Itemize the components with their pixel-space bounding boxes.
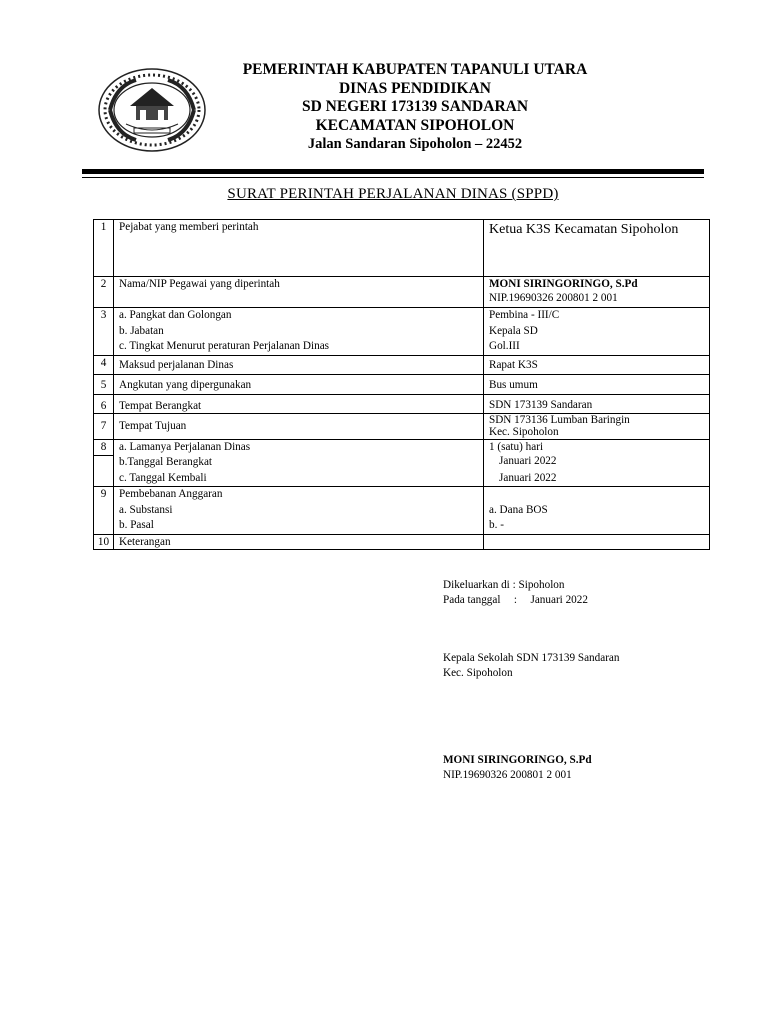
row-label xyxy=(114,439,484,487)
table-row xyxy=(94,355,710,374)
row-number: 3 xyxy=(94,308,114,356)
row-label: Tempat Berangkat xyxy=(114,394,484,413)
row-value xyxy=(484,487,710,535)
signer-nip: NIP.19690326 200801 2 001 xyxy=(443,769,572,781)
label-substance: a. Substansi xyxy=(119,503,173,516)
header-government: PEMERINTAH KABUPATEN TAPANULI UTARA xyxy=(242,61,588,78)
value-substance: a. Dana BOS xyxy=(489,503,548,516)
row-label xyxy=(114,487,484,535)
signer-block xyxy=(443,753,592,783)
row-number: 7 xyxy=(94,413,114,439)
issued-date xyxy=(443,593,588,608)
value-return-date: Januari 2022 xyxy=(499,471,557,484)
table-row xyxy=(94,487,710,535)
table-row xyxy=(94,439,710,487)
date-label: Pada tanggal xyxy=(443,594,501,606)
row-label: Pejabat yang memberi perintah xyxy=(114,220,484,277)
header-school: SD NEGERI 173139 SANDARAN xyxy=(301,98,529,115)
header-divider-thick xyxy=(82,169,704,174)
table-row xyxy=(94,220,710,277)
header-divider-thin xyxy=(82,177,704,178)
value-depart-date: Januari 2022 xyxy=(499,455,557,467)
value-rank: Pembina - III/C xyxy=(489,309,560,321)
table-row xyxy=(94,534,710,549)
value-article: b. - xyxy=(489,519,504,531)
row-number: 2 xyxy=(94,277,114,308)
row-label: Nama/NIP Pegawai yang diperintah xyxy=(114,277,484,308)
row-value xyxy=(484,308,710,356)
row-label: Angkutan yang dipergunakan xyxy=(114,374,484,394)
row-number: 9 xyxy=(94,487,114,535)
table-row xyxy=(94,308,710,356)
header-address: Jalan Sandaran Sipoholon – 22452 xyxy=(307,136,523,152)
row-number: 5 xyxy=(94,374,114,394)
table-row xyxy=(94,277,710,308)
value-duration: 1 (satu) hari xyxy=(489,440,544,453)
row-value xyxy=(484,413,710,439)
date-value: Januari 2022 xyxy=(530,594,588,606)
header-agency: DINAS PENDIDIKAN xyxy=(338,80,491,97)
label-budget: Pembebanan Anggaran xyxy=(119,488,223,500)
table-row xyxy=(94,413,710,439)
row-value: Rapat K3S xyxy=(484,355,710,374)
table-row xyxy=(94,374,710,394)
issued-at: Dikeluarkan di : Sipoholon xyxy=(443,579,565,591)
row-number-value: 8 xyxy=(94,440,113,456)
ordering-official: Ketua K3S Kecamatan Sipoholon xyxy=(489,222,679,237)
row-label: Tempat Tujuan xyxy=(114,413,484,439)
signer-position-block xyxy=(443,651,619,681)
row-label: Keterangan xyxy=(114,534,484,549)
value-position: Kepala SD xyxy=(489,324,538,337)
value-travel-level: Gol.III xyxy=(489,340,520,352)
table-row xyxy=(94,394,710,413)
date-colon: : xyxy=(513,594,518,606)
document-title: SURAT PERINTAH PERJALANAN DINAS (SPPD) xyxy=(227,186,559,202)
row-number: 4 xyxy=(94,355,114,374)
employee-name: MONI SIRINGORINGO, S.Pd xyxy=(489,278,638,290)
sppd-table xyxy=(93,219,710,550)
row-number xyxy=(94,439,114,487)
destination-district: Kec. Sipoholon xyxy=(489,426,559,438)
row-label xyxy=(114,308,484,356)
destination-school: SDN 173136 Lumban Baringin xyxy=(489,413,630,426)
label-return-date: c. Tanggal Kembali xyxy=(119,471,207,484)
employee-nip: NIP.19690326 200801 2 001 xyxy=(489,292,618,304)
row-number: 6 xyxy=(94,394,114,413)
row-number: 10 xyxy=(94,534,114,549)
header-district: KECAMATAN SIPOHOLON xyxy=(315,117,515,134)
signer-name: MONI SIRINGORINGO, S.Pd xyxy=(443,754,592,766)
label-duration: a. Lamanya Perjalanan Dinas xyxy=(119,440,251,453)
row-number: 1 xyxy=(94,220,114,277)
signer-position: Kepala Sekolah SDN 173139 Sandaran xyxy=(443,652,620,664)
row-value xyxy=(484,534,710,549)
row-value xyxy=(484,439,710,487)
row-value: SDN 173139 Sandaran xyxy=(484,394,710,413)
row-value xyxy=(484,277,710,308)
issuance-block xyxy=(443,578,588,608)
label-position: b. Jabatan xyxy=(119,324,164,337)
regency-emblem-icon xyxy=(96,66,208,154)
row-label: Maksud perjalanan Dinas xyxy=(114,355,484,374)
label-depart-date: b.Tanggal Berangkat xyxy=(119,456,213,468)
row-value: Bus umum xyxy=(484,374,710,394)
label-rank: a. Pangkat dan Golongan xyxy=(119,309,232,321)
signer-district: Kec. Sipoholon xyxy=(443,667,513,679)
row-value xyxy=(484,220,710,277)
label-travel-level: c. Tingkat Menurut peraturan Perjalanan Dinas xyxy=(119,340,330,352)
label-article: b. Pasal xyxy=(119,519,154,531)
